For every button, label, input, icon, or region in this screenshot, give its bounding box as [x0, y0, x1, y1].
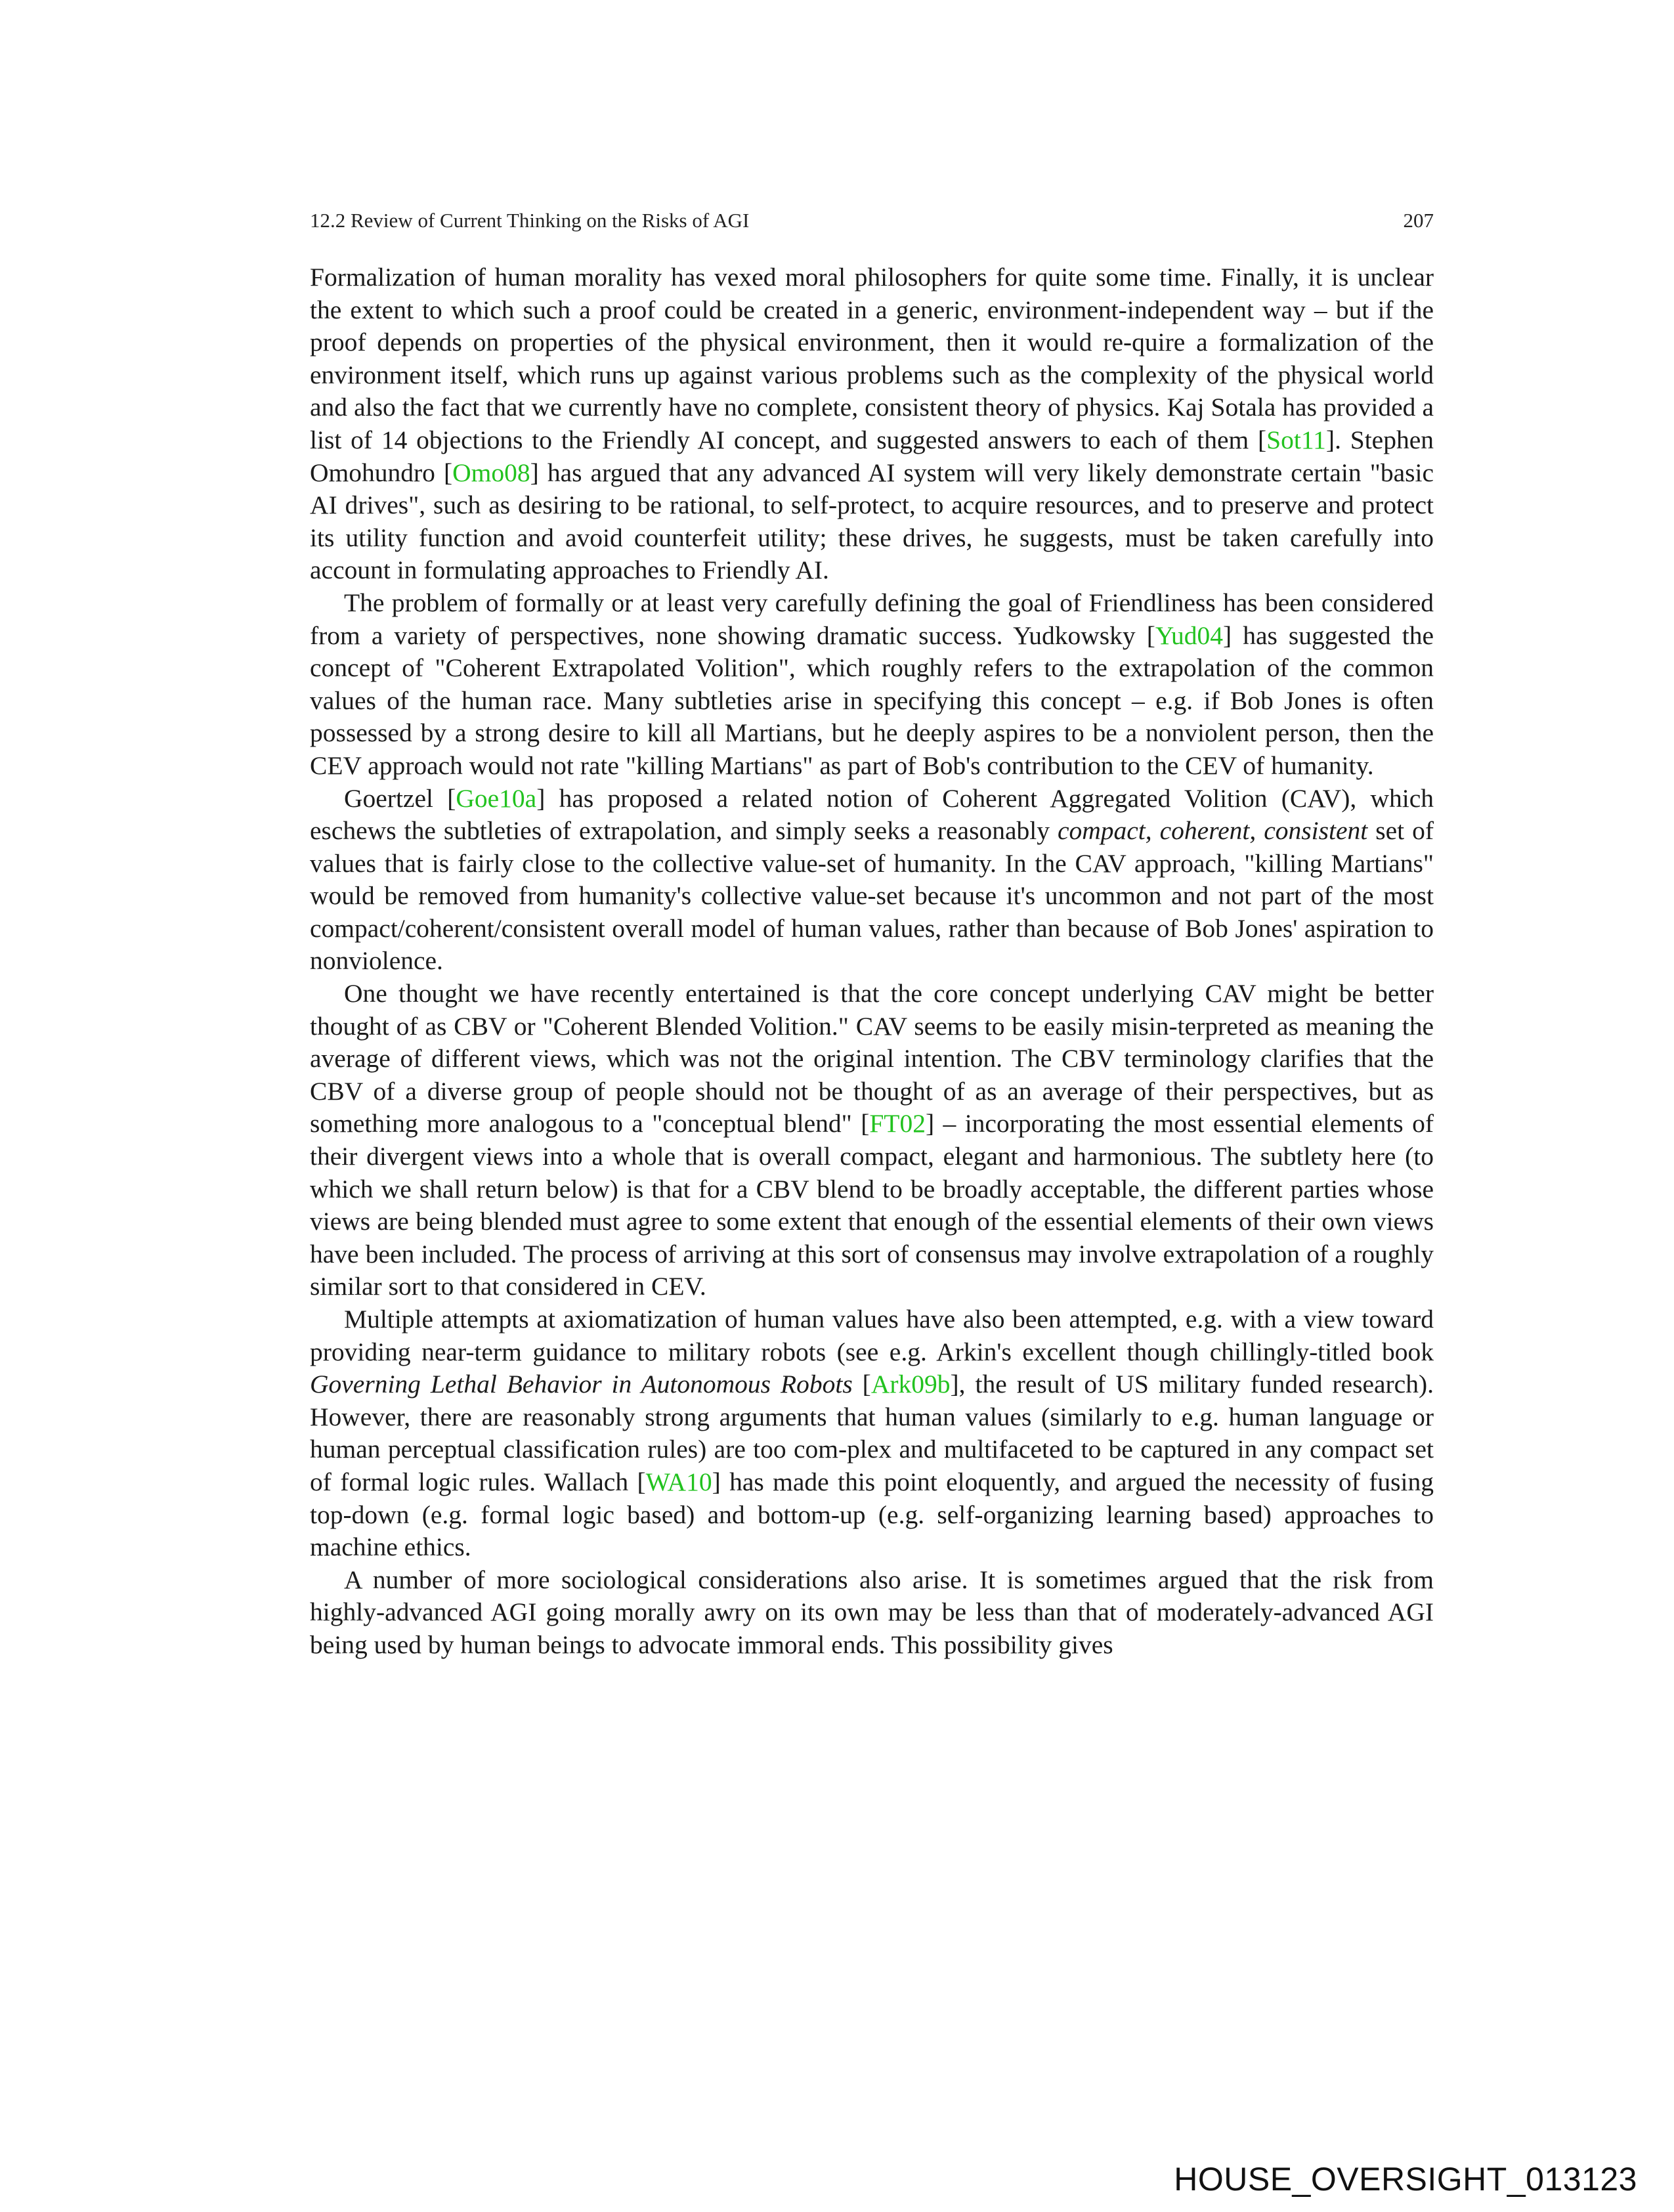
paragraph-text: Formalization of human morality has vexed moral philosophers for quite some time. Finally, it is unclear the extent to which such a proof could be created in a generic, environment-independent way – but if the proof depends on properties of the physical environment, then it would re-quire a formalization of the environment itself, which runs up against various problems such as the complexity of the physical world and also the fact that we currently have no complete, consistent theory of physics. Kaj Sotala has provided a list of 14 objections to the Friendly AI concept, and suggested answers to each of them: [310, 263, 1434, 454]
paragraph-text: has proposed a related notion of Coherent Aggregated Volition (CAV), which eschews the subtleties of extrapolation, and simply seeks a reasonably: [310, 783, 1434, 846]
paragraph-4: [310, 978, 1434, 1303]
paragraph-text: [853, 1370, 863, 1399]
paragraph-text: , the result of US military funded research). However, there are reasonably strong arguments that human values (similarly to e.g. human language or human perceptual classification rules) are too com-plex and multifaceted to be captured in any compact set of formal logic rules. Wallach: [310, 1370, 1434, 1496]
paragraph-5: [310, 1303, 1434, 1564]
book-title: Governing Lethal Behavior in Autonomous Robots: [310, 1370, 853, 1399]
citation-bracket-open: [: [861, 1109, 870, 1139]
paragraph-text: set of values that is fairly close to the collective value-set of humanity. In the CAV approach, "killing Martians" would be removed from humanity's collective value-set because it's uncommon and not part of the most compact/coherent/consistent overall model of human values, rather than because of Bob Jones' aspiration to nonviolence.: [310, 816, 1434, 976]
citation-bracket-open: [: [637, 1467, 646, 1496]
citation-bracket-close: ]: [1223, 620, 1232, 650]
paragraph-text: has made this point eloquently, and argued the necessity of fusing top-down (e.g. formal logic based) and bottom-up (e.g. self-organizing learning based) approaches to machine ethics.: [310, 1467, 1434, 1562]
section-title: 12.2 Review of Current Thinking on the Risks of AGI: [310, 209, 750, 232]
paragraph-2: [310, 587, 1434, 783]
citation-bracket-close: ]: [536, 783, 546, 813]
citation-link[interactable]: Omo08: [452, 458, 530, 487]
citation-bracket-close: ]: [925, 1109, 935, 1139]
paragraph-text: . Stephen Omohundro: [310, 425, 1434, 487]
citation-bracket-open: [: [1146, 620, 1155, 650]
citation-link[interactable]: Sot11: [1266, 425, 1326, 454]
paragraph-text: A number of more sociological considerations also arise. It is sometimes argued that the risk from highly-advanced AGI going morally awry on its own may be less than that of moderately-advanced AGI being used by human beings to advocate immoral ends. This possibility gives: [310, 1565, 1434, 1659]
paragraph-text: – incorporating the most essential elements of their divergent views into a whole that is overall compact, elegant and harmonious. The subtlety here (to which we shall return below) is that for a CBV blend to be broadly acceptable, the different parties whose views are being blended must agree to some extent that enough of the essential elements of their own views have been included. The process of arriving at this sort of consensus may involve extrapolation of a roughly similar sort to that considered in CEV.: [310, 1109, 1434, 1301]
citation-link[interactable]: Yud04: [1155, 620, 1223, 650]
paragraph-text: has suggested the concept of "Coherent Extrapolated Volition", which roughly refers to the extrapolation of the common values of the human race. Many subtleties arise in specifying this concept – e.g. if Bob Jones is often possessed by a strong desire to kill all Martians, but he deeply aspires to be a nonviolent person, then the CEV approach would not rate "killing Martians" as part of Bob's contribution to the CEV of humanity.: [310, 620, 1434, 780]
citation-bracket-close: ]: [1325, 425, 1335, 454]
citation-bracket-close: ]: [712, 1467, 721, 1496]
citation-bracket-open: [: [1258, 425, 1267, 454]
running-header: [310, 209, 1434, 235]
citation-link[interactable]: Goe10a: [456, 783, 537, 813]
citation-bracket-open: [: [443, 458, 453, 487]
emphasis-text: compact, coherent, consistent: [1057, 816, 1368, 846]
paragraph-text: has argued that any advanced AI system will very likely demonstrate certain "basic AI drives", such as desiring to be rational, to self-protect, to acquire resources, and to preserve and protect its utility function and avoid counterfeit utility; these drives, he suggests, must be taken carefully into account in formulating approaches to Friendly AI.: [310, 458, 1434, 585]
citation-bracket-close: ]: [530, 458, 539, 487]
page-number: 207: [1403, 209, 1434, 232]
citation-link[interactable]: FT02: [869, 1109, 926, 1139]
paragraph-1: [310, 261, 1434, 587]
paragraph-text: One thought we have recently entertained is that the core concept underlying CAV might be better thought of as CBV or "Coherent Blended Volition." CAV seems to be easily misin-terpreted as meaning the average of different views, which was not the original intention. The CBV terminology clarifies that the CBV of a diverse group of people should not be thought of as an average of their perspectives, but as something more analogous to a "conceptual blend": [310, 979, 1434, 1139]
citation-bracket-close: ]: [950, 1370, 959, 1399]
citation-link[interactable]: WA10: [645, 1467, 712, 1496]
paragraph-6: [310, 1564, 1434, 1662]
citation-bracket-open: [: [862, 1370, 871, 1399]
bates-number: HOUSE_OVERSIGHT_013123: [1174, 2161, 1637, 2198]
body-text: [310, 261, 1434, 1662]
paragraph-text: The problem of formally or at least very carefully defining the goal of Friendliness has been considered from a variety of perspectives, none showing dramatic success. Yudkowsky: [310, 588, 1434, 650]
paragraph-text: Multiple attempts at axiomatization of human values have also been attempted, e.g. with a view toward providing near-term guidance to military robots (see e.g. Arkin's excellent though chillingly-titled book: [310, 1305, 1434, 1366]
paragraph-3: [310, 783, 1434, 978]
citation-bracket-open: [: [447, 783, 456, 813]
citation-link[interactable]: Ark09b: [870, 1370, 951, 1399]
paragraph-text: Goertzel: [344, 783, 448, 813]
